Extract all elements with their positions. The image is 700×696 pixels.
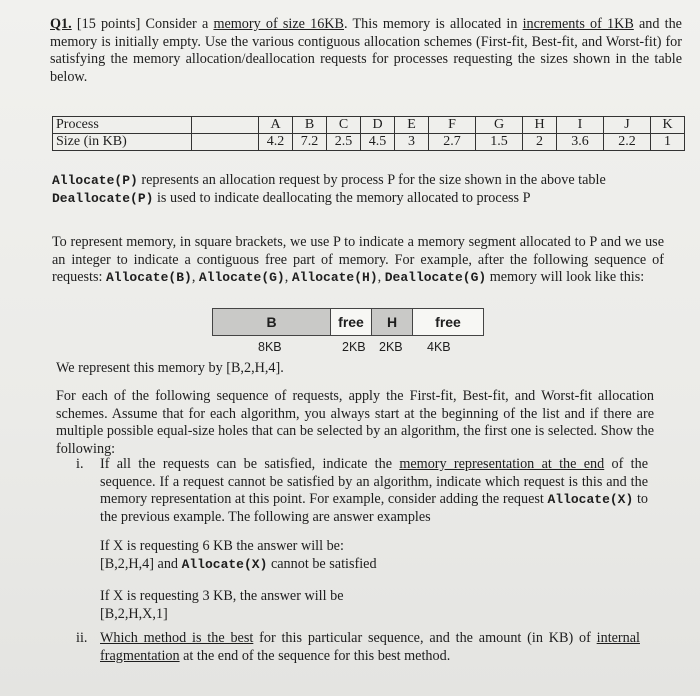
representation-paragraph: To represent memory, in square brackets, we use P to indicate a memory segment allocated to P and we use an integer to indicate a contiguous free part of memory. For example, after the following sequence of requests: Allocate(B), Allocate(G), Allocate(H), Deallocate(G) memory will look like this: — [52, 234, 664, 285]
allocate-x-code: Allocate(X) — [181, 557, 268, 572]
question-number: Q1. — [50, 16, 72, 32]
instructions-paragraph: For each of the following sequence of requests, apply the First-fit, Best-fit, and Worst-fit allocation schemes. Assume that for each algorithm, you always start at the beginning of the list and if there are multiple possible equal-size holes that can be selected by an algorithm, the first one is selected. Show the following: — [56, 388, 654, 457]
size-cell: 7.2 — [293, 134, 327, 151]
size-cell: 2 — [523, 134, 557, 151]
request-allocate-g: Allocate(G) — [198, 270, 285, 285]
allocate-x-code: Allocate(X) — [547, 492, 634, 507]
process-cell: G — [476, 117, 523, 134]
process-cell: F — [429, 117, 476, 134]
example-6kb-line1: If X is requesting 6 KB the answer will be: — [100, 538, 344, 554]
item-i-number: i. — [76, 456, 84, 472]
process-cell: I — [557, 117, 604, 134]
size-cell: 4.5 — [361, 134, 395, 151]
example-6kb-line2: [B,2,H,4] and Allocate(X) cannot be satisfied — [100, 556, 377, 572]
example-3kb-line1: If X is requesting 3 KB, the answer will be — [100, 588, 344, 604]
size-cell: 2.5 — [327, 134, 361, 151]
process-cell: B — [293, 117, 327, 134]
segment-size-label: 2KB — [379, 340, 403, 354]
size-cell: 3 — [395, 134, 429, 151]
memory-segment-free: free — [331, 309, 372, 335]
process-cell: E — [395, 117, 429, 134]
question-points: [15 points] — [76, 16, 141, 32]
memory-segment-free: free — [413, 309, 483, 335]
memory-segment-h: H — [372, 309, 413, 335]
segment-size-label: 8KB — [258, 340, 282, 354]
size-cell: 3.6 — [557, 134, 604, 151]
size-cell: 1.5 — [476, 134, 523, 151]
process-table — [52, 116, 685, 151]
process-cell: H — [523, 117, 557, 134]
request-allocate-h: Allocate(H) — [291, 270, 378, 285]
memory-size-phrase: memory of size 16KB — [213, 16, 345, 32]
internal-fragmentation-phrase: internal fragmentation — [100, 630, 640, 664]
deallocate-code: Deallocate(P) — [52, 191, 154, 206]
request-allocate-b: Allocate(B) — [105, 270, 192, 285]
process-cell: A — [259, 117, 293, 134]
item-i-text: If all the requests can be satisfied, indicate the memory representation at the end of the sequence. If a request cannot be satisfied by an algorithm, indicate which request is this and the memory representation at this point. For example, consider adding the request Allocate(X) to the previous example. The following are answer examples — [100, 456, 648, 525]
size-cell: 2.7 — [429, 134, 476, 151]
segment-size-label: 2KB — [342, 340, 366, 354]
diagram-caption: We represent this memory by [B,2,H,4]. — [56, 360, 284, 376]
memory-segment-b: B — [213, 309, 331, 335]
table-row-size — [53, 134, 685, 151]
memory-diagram — [212, 308, 484, 336]
question-intro: Q1. [15 points] Consider a memory of size 16KB. This memory is allocated in increments of 1KB and the memory is initially empty. Use the various contiguous allocation schemes (First-fit, Best-fit, and Worst-fit) for satisfying the memory allocation/deallocation requests for processes requesting the sizes shown in the table below. — [50, 16, 682, 85]
table-row-process — [53, 117, 685, 134]
memory-representation-phrase: memory representation at the end — [399, 456, 605, 472]
best-method-phrase: Which method is the best — [100, 630, 254, 646]
size-cell: 4.2 — [259, 134, 293, 151]
deallocate-definition: Deallocate(P) is used to indicate deallocating the memory allocated to process P — [52, 190, 531, 206]
row-label-process: Process — [53, 117, 192, 134]
process-cell: C — [327, 117, 361, 134]
process-cell: D — [361, 117, 395, 134]
row-label-size: Size (in KB) — [53, 134, 192, 151]
size-cell: 1 — [651, 134, 685, 151]
allocate-code: Allocate(P) — [52, 173, 138, 188]
request-deallocate-g: Deallocate(G) — [384, 270, 487, 285]
process-cell: J — [604, 117, 651, 134]
increment-phrase: increments of 1KB — [522, 16, 634, 32]
item-ii-text: Which method is the best for this particular sequence, and the amount (in KB) of internal fragmentation at the end of the sequence for this best method. — [100, 630, 640, 664]
segment-size-label: 4KB — [427, 340, 451, 354]
size-cell: 2.2 — [604, 134, 651, 151]
allocate-definition: Allocate(P) represents an allocation request by process P for the size shown in the above table — [52, 172, 606, 188]
item-ii-number: ii. — [76, 630, 88, 646]
process-cell: K — [651, 117, 685, 134]
example-3kb-line2: [B,2,H,X,1] — [100, 606, 168, 622]
